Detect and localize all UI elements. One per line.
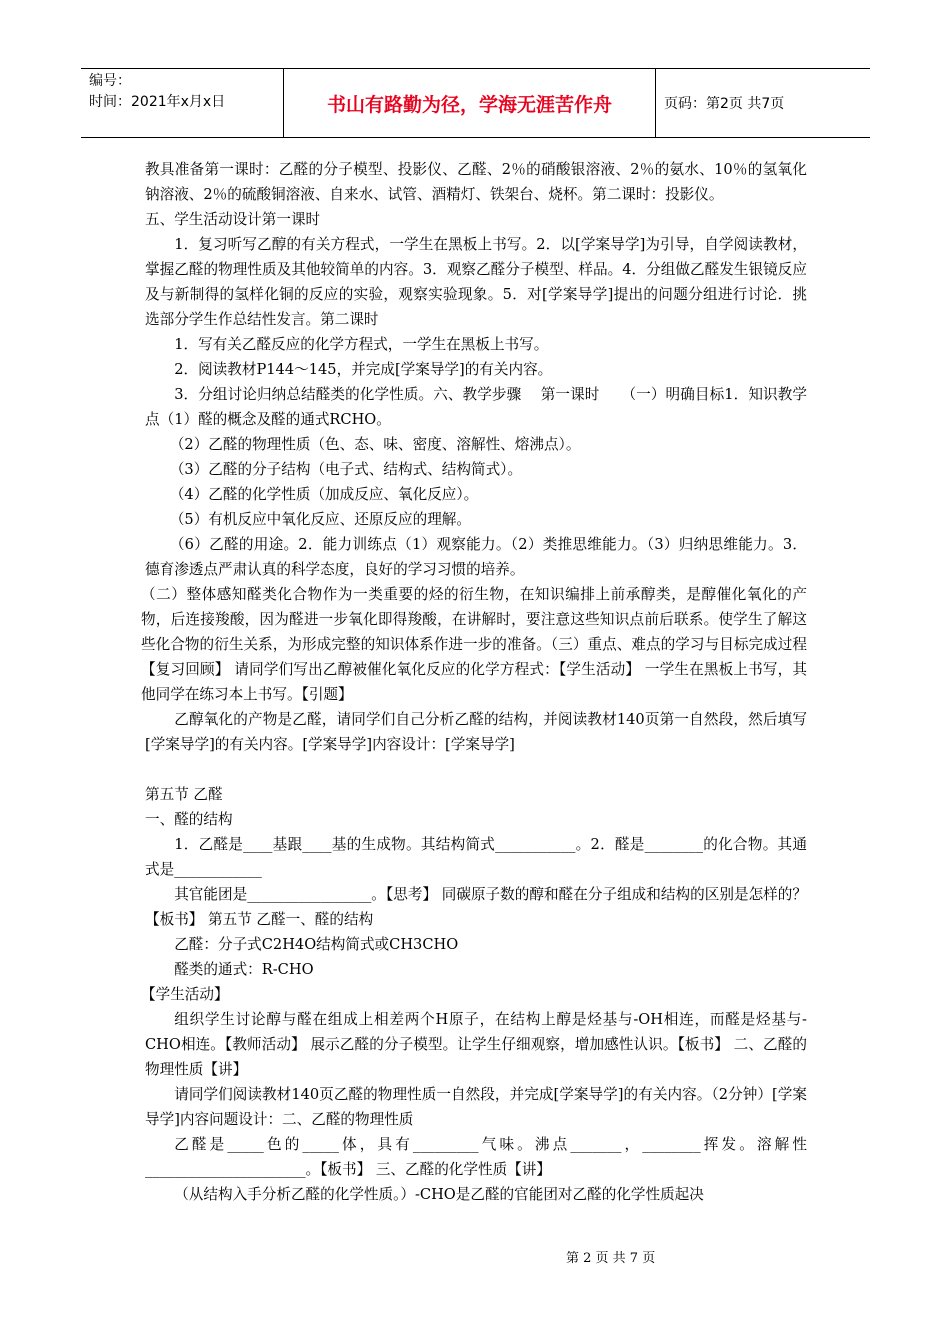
body-paragraph: 乙醇氧化的产物是乙醛，请同学们自己分析乙醛的结构，并阅读教材140页第一自然段，然后填写[学案导学]的有关内容。[学案导学]内容设计：[学案导学]: [145, 711, 807, 753]
body-paragraph: 教具准备第一课时：乙醛的分子模型、投影仪、乙醛、2％的硝酸银溶液、2％的氨水、10％的氢氧化钠溶液、2％的硫酸铜溶液、自来水、试管、酒精灯、铁架台、烧杯。第二课时：投影仪。: [145, 161, 807, 203]
body-paragraph: （从结构入手分析乙醛的化学性质。）-CHO是乙醛的官能团对乙醛的化学性质起决: [174, 1186, 704, 1203]
body-paragraph: 第五节 乙醛: [145, 786, 223, 803]
header-motto: 书山有路勤为径，学海无涯苦作舟: [284, 69, 656, 137]
paragraph-spacer: [145, 757, 807, 782]
body-paragraph: （2）乙醛的物理性质（色、态、味、密度、溶解性、熔沸点）。: [169, 436, 581, 453]
page-footer: 第 2 页 共 7 页: [566, 1251, 656, 1266]
number-label: 编号：: [89, 73, 131, 89]
header-meta: [81, 69, 284, 137]
body-paragraph: 一、醛的结构: [145, 811, 233, 828]
body-paragraph: （4）乙醛的化学性质（加成反应、氧化反应）。: [169, 486, 479, 503]
body-paragraph: 五、学生活动设计第一课时: [145, 211, 321, 228]
body-paragraph: 【学生活动】: [141, 986, 229, 1003]
body-paragraph: 乙醛：分子式C2H4O结构简式或CH3CHO: [174, 936, 459, 953]
body-paragraph: 2．阅读教材P144～145，并完成[学案导学]的有关内容。: [174, 361, 553, 378]
body-paragraph: （5）有机反应中氧化反应、还原反应的理解。: [169, 511, 471, 528]
header-page-info: 页码：第2页 共7页: [664, 96, 785, 112]
body-paragraph: （6）乙醛的用途。2．能力训练点（1）观察能力。（2）类推思维能力。（3）归纳思维能力。3．德育渗透点严肃认真的科学态度，良好的学习习惯的培养。: [145, 536, 807, 578]
time-label: 时间：2021年x月x日: [89, 94, 226, 110]
body-paragraph: 其官能团是_________________。【思考】 同碳原子数的醇和醛在分子组成和结构的区别是怎样的？【板书】 第五节 乙醛一、醛的结构: [145, 886, 807, 928]
body-paragraph: （3）乙醛的分子结构（电子式、结构式、结构简式）。: [169, 461, 523, 478]
document-body: [141, 157, 807, 1207]
body-paragraph: 1．写有关乙醛反应的化学方程式，一学生在黑板上书写。: [174, 336, 549, 353]
body-paragraph: 1．乙醛是____基跟____基的生成物。其结构简式___________。2．醛是________的化合物。其通式是____________: [145, 836, 807, 878]
page-header: [81, 68, 870, 138]
body-paragraph: （二）整体感知醛类化合物作为一类重要的烃的衍生物，在知识编排上前承醇类，是醇催化氧化的产物，后连接羧酸，因为醛进一步氧化即得羧酸，在讲解时，要注意这些知识点前后联系。使学生了解这些化合物的衍生关系，为形成完整的知识体系作进一步的准备。（三）重点、难点的学习与目标完成过程【复习回顾】 请同学们写出乙醇被催化氧化反应的化学方程式：【学生活动】 一学生在黑板上书写，其他同学在练习本上书写。【引题】: [141, 586, 807, 703]
body-paragraph: 3．分组讨论归纳总结醛类的化学性质。六、教学步骤 第一课时 （一）明确目标1．知识教学点（1）醛的概念及醛的通式RCHO。: [145, 386, 807, 428]
body-paragraph: 请同学们阅读教材140页乙醛的物理性质一自然段，并完成[学案导学]的有关内容。（2分钟）[学案导学]内容问题设计：二、乙醛的物理性质: [145, 1086, 807, 1128]
body-paragraph: 乙醛是_____色的_____体，具有_________气味。沸点_______，________挥发。溶解性______________________。【板书】 三、乙醛的化学性质【讲】: [145, 1136, 807, 1178]
body-paragraph: 1．复习听写乙醇的有关方程式，一学生在黑板上书写。2．以[学案导学]为引导，自学阅读教材，掌握乙醛的物理性质及其他较简单的内容。3．观察乙醛分子模型、样品。4．分组做乙醛发生银镜反应及与新制得的氢样化铜的反应的实验，观察实验现象。5．对[学案导学]提出的问题分组进行讨论．挑选部分学生作总结性发言。第二课时: [145, 236, 807, 328]
body-paragraph: 组织学生讨论醇与醛在组成上相差两个H原子，在结构上醇是烃基与-OH相连，而醛是烃基与-CHO相连。【教师活动】 展示乙醛的分子模型。让学生仔细观察，增加感性认识。【板书】 二、乙醛的物理性质【讲】: [145, 1011, 807, 1078]
body-paragraph: 醛类的通式：R-CHO: [174, 961, 314, 978]
